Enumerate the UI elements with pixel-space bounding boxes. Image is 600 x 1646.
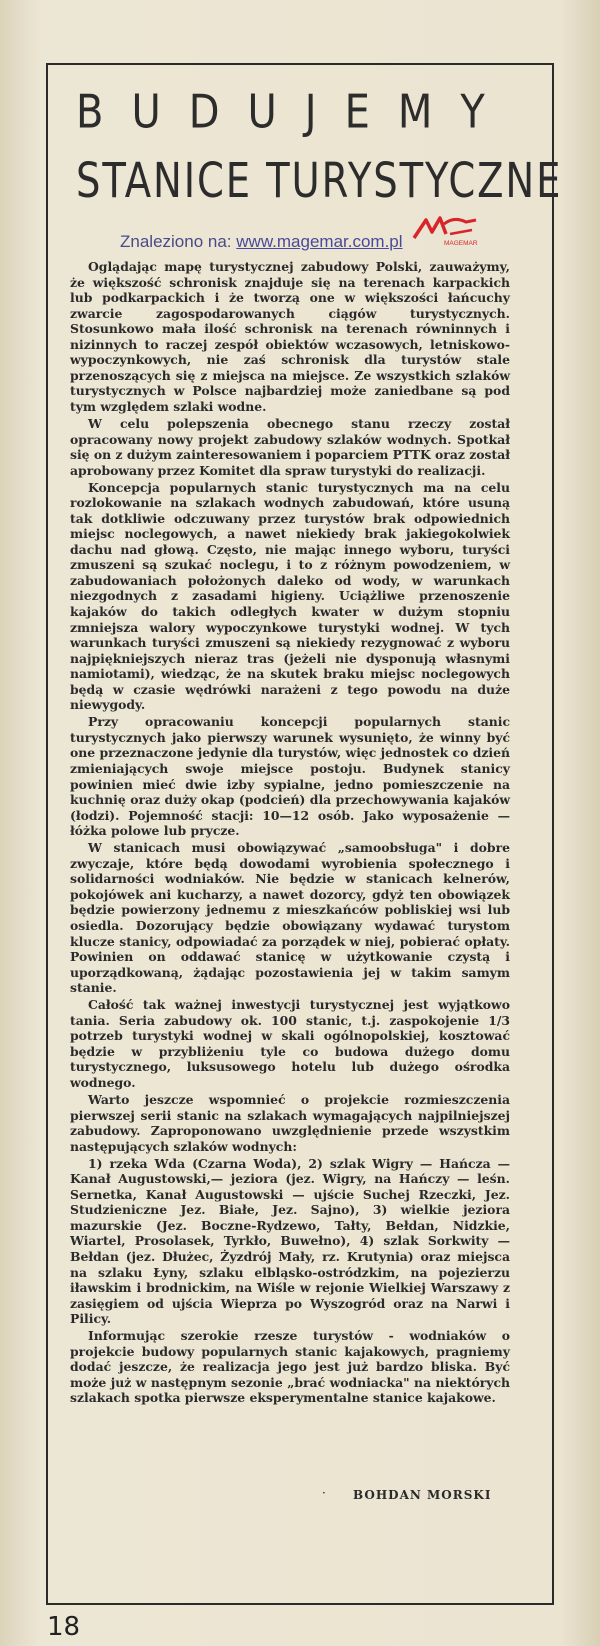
headline-line-1: BUDUJEMY <box>76 86 513 139</box>
article-author: BOHDAN MORSKI <box>353 1488 492 1502</box>
article-paragraph: Całość tak ważnej inwestycji turystycznej jest wyjątkowo tania. Seria zabudowy ok. 100 stanic, t.j. zaspokojenie 1/3 potrzeb turystyki wodnej w skali ogólnopolskiej, kosztować będzie w przybliżeniu tyle co budowa dużego domu turystycznego, luksusowego hotelu lub dużego ośrodka wodnego. <box>70 997 510 1090</box>
article-paragraph: Przy opracowaniu koncepcji popularnych stanic turystycznych jako pierwszy warunek wysunięto, że winny być one przeznaczone jedynie dla turystów, więc jednostek co dzień zmieniających swoje miejsce postoju. Budynek stanicy powinien mieć dwie izby sypialne, jedno pomieszczenie na kuchnię oraz duży okap (podcień) dla przechowywania kajaków (łodzi). Pojemność stacji: 10—12 osób. Jako wyposażenie — łóżka polowe lub prycze. <box>70 714 510 839</box>
logo-text: MAGEMAR <box>444 240 478 247</box>
headline-line-2: STANICE TURYSTYCZNE <box>76 152 563 209</box>
article-paragraph: Warto jeszcze wspomnieć o projekcie rozmieszczenia pierwszej serii stanic na szlakach wymagających najpilniejszej zabudowy. Zaproponowano uwzględnienie przede wszystkim następujących szlaków wodnych: <box>70 1091 510 1154</box>
watermark-url-link[interactable]: www.magemar.com.pl <box>236 232 403 251</box>
article-paragraph: Informując szerokie rzesze turystów - wodniaków o projekcie budowy popularnych stanic kajakowych, pragniemy dodać jeszcze, że realizacja jego jest już bardzo bliska. Być może już w następnym sezonie „brać wodniacka" na niektórych szlakach spotka pierwsze eksperymentalne stanice kajakowe. <box>70 1328 510 1406</box>
source-watermark <box>120 232 403 252</box>
magemar-logo-icon <box>410 212 480 248</box>
article-paragraph: 1) rzeka Wda (Czarna Woda), 2) szlak Wigry — Hańcza — Kanał Augustowski,— jeziora (jez. Wigry, na Hańczy — leśn. Sernetka, Kanał Augustowski — ujście Suchej Rzeczki, Jez. Studzieniczne Jez. Białe, Jez. Sajno), 3) wielkie jeziora mazurskie (Jez. Boczne-Rydzewo, Tałty, Bełdan, Nidzkie, Wiartel, Prosolasek, Tyrkło, Buwełno), 4) szlak Sorkwity — Bełdan (jez. Dłużec, Żyzdrój Mały, rz. Krutynia) oraz miejsca na szlaku Łyny, szlaku elbląsko-ostródzkim, na pojezierzu iławskim i brodnickim, na Wiśle w rejonie Wielkiej Warszawy z zasięgiem od ujścia Wieprza po Wyszogród oraz na Narwi i Pilicy. <box>70 1155 510 1327</box>
article-body <box>70 259 510 1407</box>
author-bullet: · <box>322 1486 326 1500</box>
article-paragraph: Oglądając mapę turystycznej zabudowy Polski, zauważymy, że większość schronisk znajduje się na terenach karpackich lub podkarpackich i że tworzą one w większości łańcuchy zwarcie zagospodarowanych ciągów turystycznych. Stosunkowo mała ilość schronisk na terenach równinnych i nizinnych to raczej zespół obiektów wczasowych, letniskowo-wypoczynkowych, nie zaś schronisk dla turystów stale przenoszących się z miejsca na miejsce. Ze wszystkich szlaków turystycznych w Polsce najbardziej może zaniedbane są pod tym względem szlaki wodne. <box>70 259 510 414</box>
article-paragraph: Koncepcja popularnych stanic turystycznych ma na celu rozlokowanie na szlakach wodnych zabudowań, które usuną tak dotkliwie odczuwany przez turystów brak odpowiednich miejsc noclegowych, a nawet niekiedy brak jakiegokolwiek dachu nad głową. Często, nie mając innego wyboru, turyści zmuszeni są szukać noclegu, i to z różnym powodzeniem, w zabudowaniach położonych daleko od wody, w warunkach niezgodnych z zasadami higieny. Uciążliwe przenoszenie kajaków do takich odległych kwater w dużym stopniu zmniejsza walory wypoczynkowe turystyki wodnej. W tych warunkach turyści zmuszeni są niekiedy rezygnować z wyboru najpiękniejszych nieraz tras (jeżeli nie dysponują własnymi namiotami), wiedząc, że na skutek braku miejsc noclegowych będą w czasie wędrówki narażeni z tego powodu na duże niewygody. <box>70 479 510 713</box>
page-number: 18 <box>47 1612 81 1642</box>
watermark-prefix: Znaleziono na: <box>120 232 232 251</box>
article-paragraph: W celu polepszenia obecnego stanu rzeczy został opracowany nowy projekt zabudowy szlaków wodnych. Spotkał się on z dużym zainteresowaniem i poparciem PTTK oraz został aprobowany przez Komitet dla spraw turystyki do realizacji. <box>70 415 511 478</box>
article-paragraph: W stanicach musi obowiązywać „samoobsługa" i dobre zwyczaje, które będą dowodami wyrobienia społecznego i solidarności wodniaków. Nie będzie w stanicach kelnerów, pokojówek ani kucharzy, a nawet dozorcy, gdyż ten obowiązek będzie powierzony jednemu z mieszkańców pobliskiej wsi lub osiedla. Dozorujący będzie obowiązany wydawać turystom klucze stanicy, odpowiadać za porządek w niej, pobierać opłaty. Powinien on oddawać stanicę w użytkowanie czystą i uporządkowaną, żądając pozostawienia jej w takim samym stanie. <box>70 840 510 996</box>
